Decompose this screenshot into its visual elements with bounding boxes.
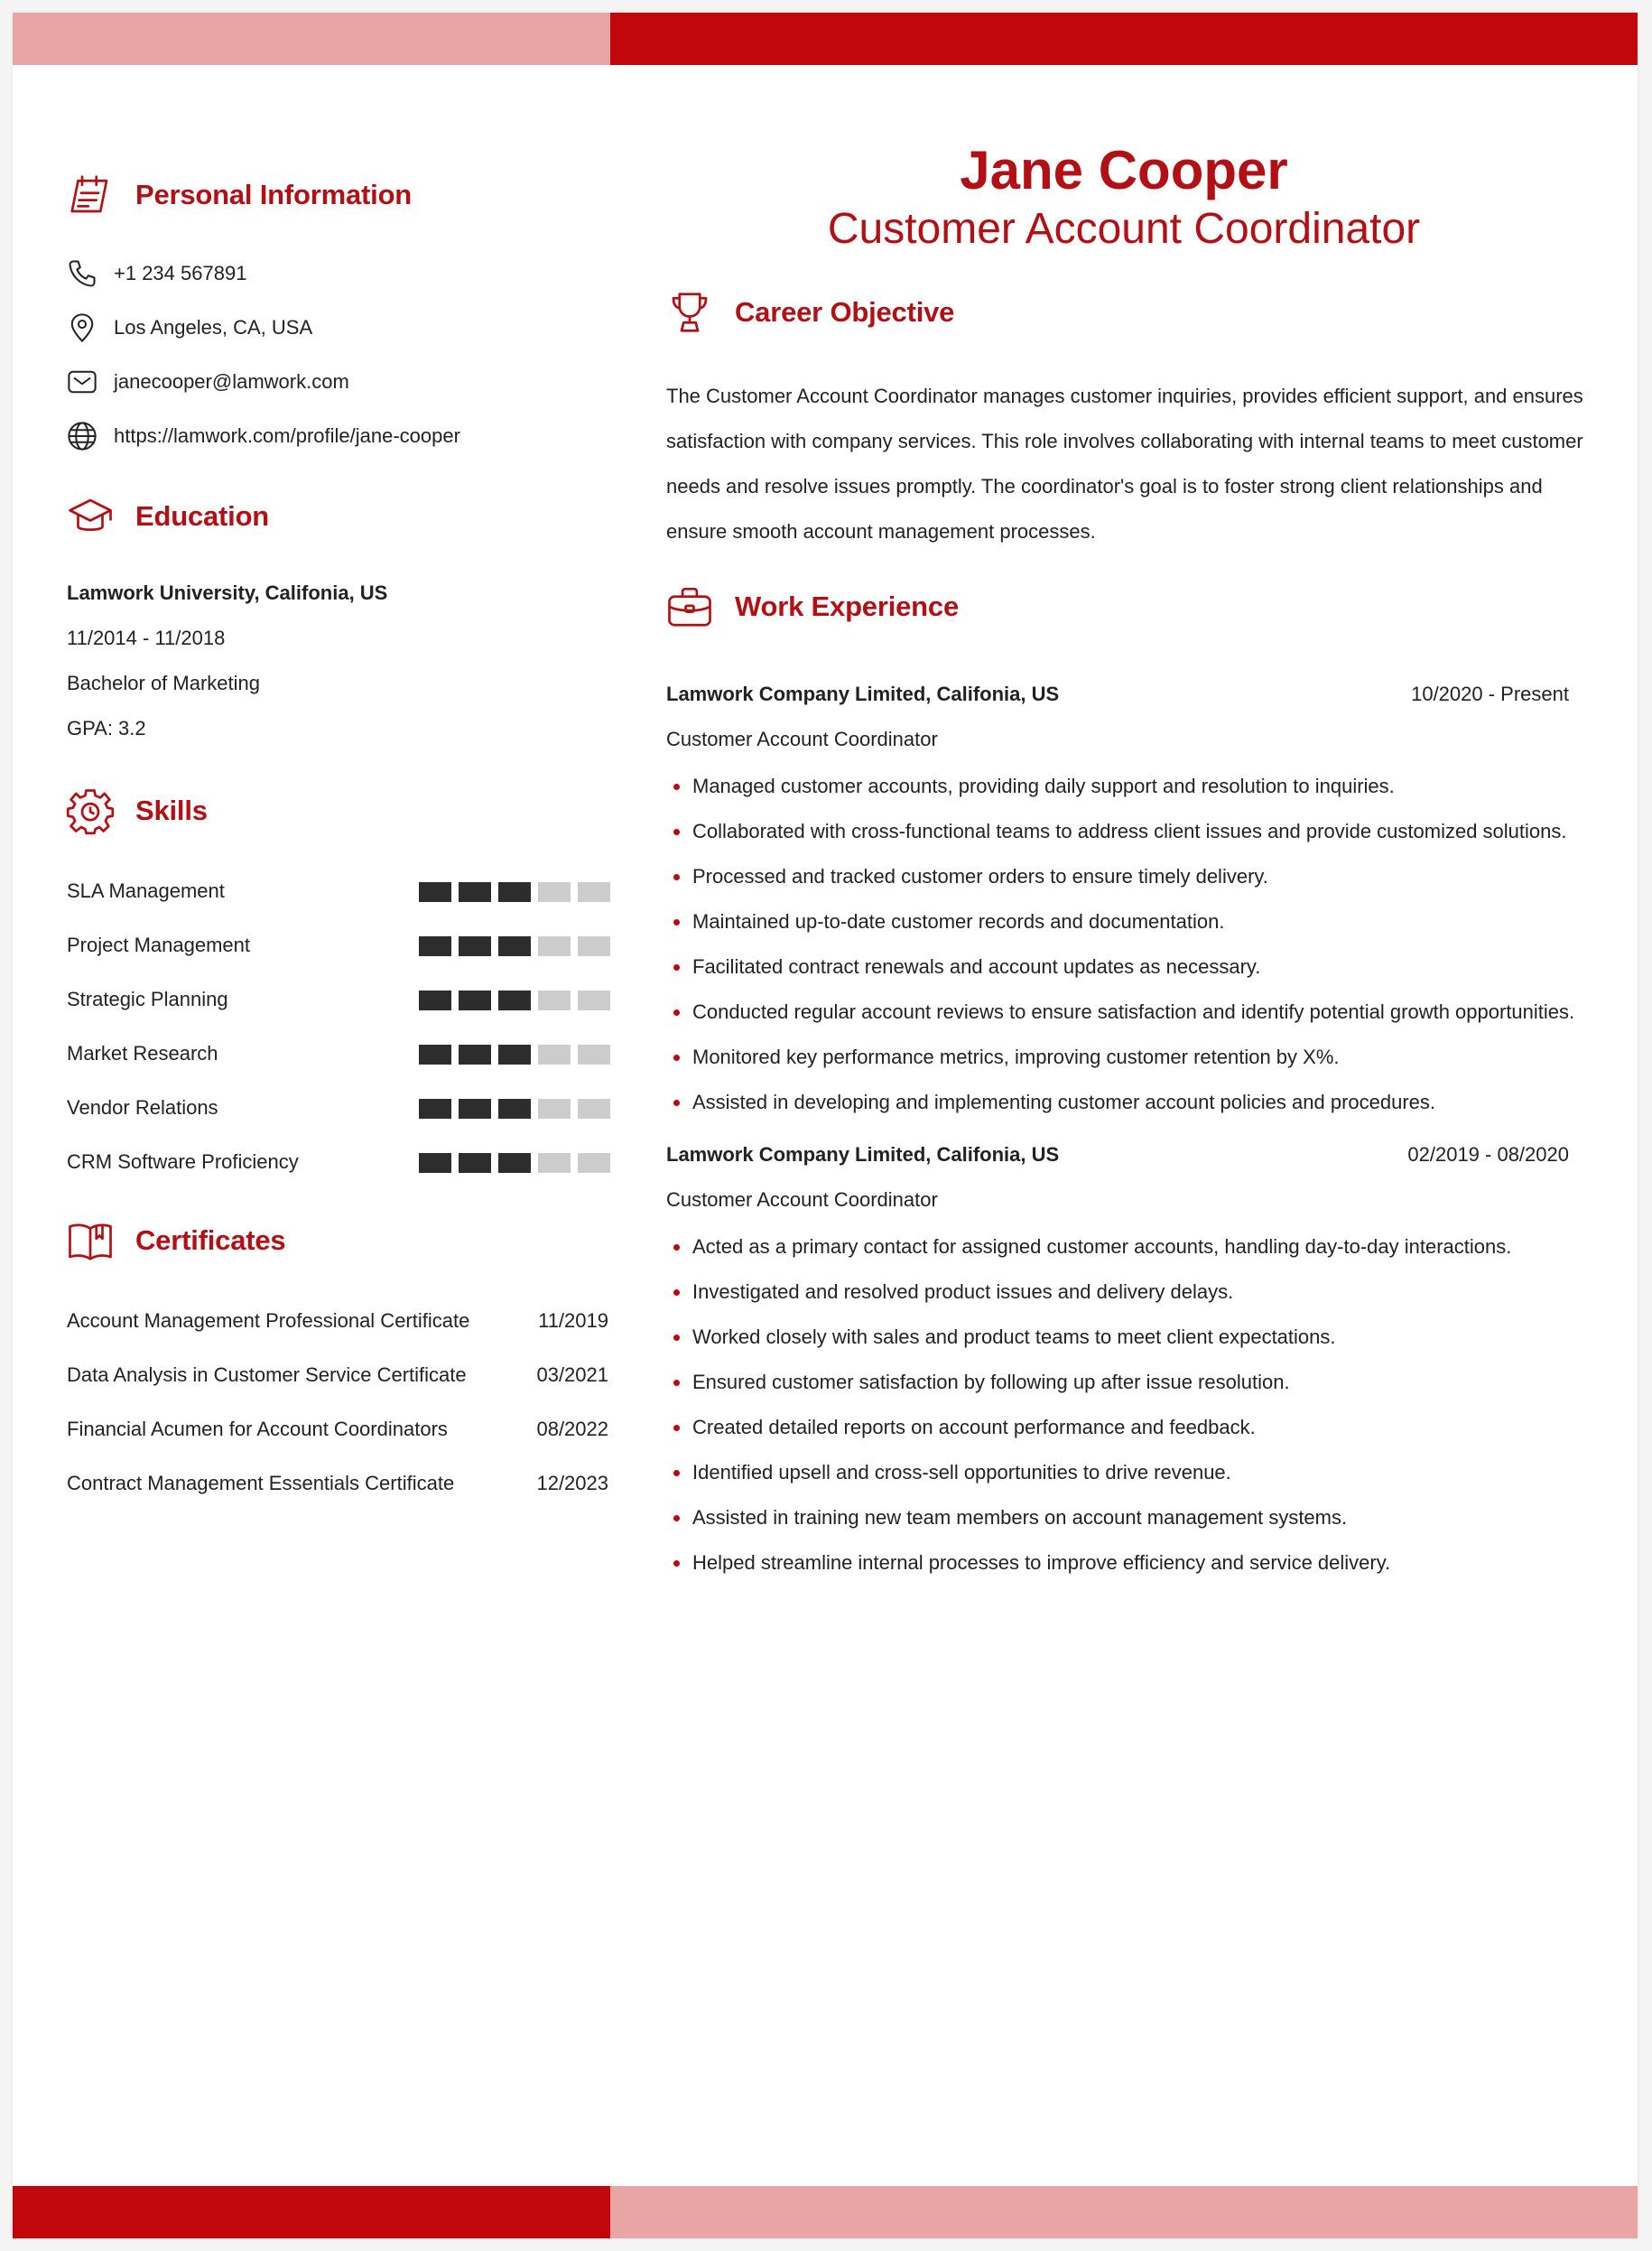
skill-row <box>67 1096 608 1123</box>
skill-level-segment <box>419 882 451 902</box>
certificate-row <box>67 1472 608 1499</box>
graduation-cap-icon <box>65 491 116 542</box>
job-header-1 <box>666 683 1569 710</box>
job-role: Customer Account Coordinator <box>666 1188 938 1211</box>
top-band-dark <box>610 13 1638 65</box>
job-company: Lamwork Company Limited, Califonia, US <box>666 1143 1060 1166</box>
certificate-name: Data Analysis in Customer Service Certificate <box>67 1363 467 1386</box>
section-title: Certificates <box>135 1224 286 1256</box>
bullet-item: Assisted in training new team members on account management systems. <box>666 1504 1605 1549</box>
certificate-row <box>67 1418 608 1445</box>
skill-level-segment <box>498 882 531 902</box>
skill-name: Vendor Relations <box>67 1096 218 1119</box>
career-objective-text: The Customer Account Coordinator manages customer inquiries, provides efficient support, and ensures satisfaction with company services. This role involves collaborating with internal teams to meet customer needs and resolve issues promptly. The coordinator's goal is to foster strong client relationships and ensure smooth account management processes. <box>666 385 1583 543</box>
education-school: Lamwork University, Califonia, US <box>67 581 388 604</box>
skill-level-meter <box>419 882 610 902</box>
certificate-date: 03/2021 <box>536 1363 608 1386</box>
job-dates: 10/2020 - Present <box>1411 683 1569 705</box>
skill-level-segment <box>459 882 491 902</box>
certificates-heading <box>65 1215 285 1266</box>
section-title: Personal Information <box>135 179 413 210</box>
bullet-item: Maintained up-to-date customer records and documentation. <box>666 908 1605 953</box>
job-dates: 02/2019 - 08/2020 <box>1407 1143 1569 1166</box>
skill-level-meter <box>419 1153 610 1173</box>
skill-level-segment <box>498 1099 531 1119</box>
email-link[interactable]: janecooper@lamwork.com <box>114 370 349 393</box>
location-text: Los Angeles, CA, USA <box>114 316 313 339</box>
resume-page <box>13 13 1638 2238</box>
globe-icon <box>65 419 99 453</box>
certificate-date: 11/2019 <box>538 1309 608 1332</box>
skill-name: Market Research <box>67 1042 218 1065</box>
phone-icon <box>65 256 99 291</box>
job-bullets-2 <box>666 1233 1605 1595</box>
skill-name: Strategic Planning <box>67 988 228 1010</box>
skill-level-segment <box>578 1045 610 1065</box>
certificate-date: 12/2023 <box>536 1472 608 1494</box>
skill-name: SLA Management <box>67 879 225 902</box>
bullet-item: Acted as a primary contact for assigned customer accounts, handling day-to-day interactions. <box>666 1233 1605 1279</box>
section-title: Skills <box>135 795 208 826</box>
skill-level-segment <box>459 1099 491 1119</box>
bullet-item: Collaborated with cross-functional teams to address client issues and provide customized solutions. <box>666 818 1605 863</box>
bullet-item: Worked closely with sales and product teams to meet client expectations. <box>666 1324 1605 1369</box>
skill-level-segment <box>538 1153 571 1173</box>
section-title: Education <box>135 500 270 532</box>
skill-level-segment <box>578 882 610 902</box>
skill-row <box>67 934 608 961</box>
skill-level-segment <box>498 1153 531 1173</box>
career-objective-heading <box>664 287 954 338</box>
bullet-item: Managed customer accounts, providing daily support and resolution to inquiries. <box>666 773 1605 818</box>
skill-level-meter <box>419 936 610 956</box>
skill-level-meter <box>419 1099 610 1119</box>
bullet-item: Facilitated contract renewals and account updates as necessary. <box>666 953 1605 999</box>
contact-phone <box>65 256 246 291</box>
skill-level-segment <box>498 936 531 956</box>
gear-icon <box>65 786 116 836</box>
education-dates: 11/2014 - 11/2018 <box>67 627 226 649</box>
skill-level-segment <box>538 1099 571 1119</box>
work-experience-heading <box>664 581 959 632</box>
skill-level-segment <box>419 936 451 956</box>
bullet-item: Processed and tracked customer orders to ensure timely delivery. <box>666 863 1605 908</box>
education-degree: Bachelor of Marketing <box>67 672 260 694</box>
bullet-item: Ensured customer satisfaction by following up after issue resolution. <box>666 1369 1605 1414</box>
briefcase-icon <box>664 581 715 632</box>
job-company: Lamwork Company Limited, Califonia, US <box>666 683 1060 705</box>
certificate-date: 08/2022 <box>536 1418 608 1440</box>
skill-level-segment <box>459 991 491 1010</box>
skill-row <box>67 879 608 907</box>
job-role: Customer Account Coordinator <box>666 728 938 750</box>
bottom-band-light <box>610 2186 1638 2238</box>
skill-row <box>67 988 608 1015</box>
skill-level-meter <box>419 991 610 1010</box>
contact-email <box>65 365 349 399</box>
certificate-name: Account Management Professional Certificate <box>67 1309 470 1332</box>
contact-location <box>65 311 312 345</box>
skill-level-segment <box>459 936 491 956</box>
top-band-light <box>13 13 610 65</box>
skill-name: CRM Software Proficiency <box>67 1150 299 1173</box>
bullet-item: Identified upsell and cross-sell opportunities to drive revenue. <box>666 1459 1605 1504</box>
skill-row <box>67 1042 608 1069</box>
phone-text: +1 234 567891 <box>114 262 247 284</box>
skill-level-segment <box>538 882 571 902</box>
bullet-item: Monitored key performance metrics, improving customer retention by X%. <box>666 1044 1605 1089</box>
section-title: Work Experience <box>735 591 959 622</box>
job-bullets-1 <box>666 773 1605 1134</box>
skill-level-segment <box>419 1153 451 1173</box>
skill-level-segment <box>498 1045 531 1065</box>
bullet-item: Created detailed reports on account performance and feedback. <box>666 1414 1605 1459</box>
skill-level-segment <box>578 991 610 1010</box>
education-heading <box>65 491 269 542</box>
skill-level-segment <box>459 1153 491 1173</box>
education-gpa: GPA: 3.2 <box>67 717 146 739</box>
section-title: Career Objective <box>735 296 955 328</box>
bottom-band-dark <box>13 2186 610 2238</box>
skill-level-segment <box>419 1045 451 1065</box>
id-card-icon <box>65 170 116 220</box>
bullet-item: Conducted regular account reviews to ensure satisfaction and identify potential growth opportunities. <box>666 999 1605 1044</box>
skill-level-segment <box>578 1153 610 1173</box>
bullet-item: Helped streamline internal processes to improve efficiency and service delivery. <box>666 1549 1605 1595</box>
certificate-row <box>67 1363 608 1391</box>
location-pin-icon <box>65 311 99 345</box>
open-book-icon <box>65 1215 116 1266</box>
mail-icon <box>65 365 99 399</box>
certificate-name: Contract Management Essentials Certificate <box>67 1472 455 1494</box>
certificate-row <box>67 1309 608 1336</box>
skill-level-segment <box>538 1045 571 1065</box>
skill-level-segment <box>578 936 610 956</box>
skill-row <box>67 1150 608 1177</box>
skill-level-segment <box>538 991 571 1010</box>
skills-heading <box>65 786 208 836</box>
skill-name: Project Management <box>67 934 250 956</box>
skill-level-segment <box>578 1099 610 1119</box>
trophy-icon <box>664 287 715 338</box>
bullet-item: Assisted in developing and implementing customer account policies and procedures. <box>666 1089 1605 1134</box>
skill-level-segment <box>419 1099 451 1119</box>
skill-level-segment <box>419 991 451 1010</box>
skill-level-meter <box>419 1045 610 1065</box>
skill-level-segment <box>538 936 571 956</box>
certificate-name: Financial Acumen for Account Coordinators <box>67 1418 448 1440</box>
skill-level-segment <box>459 1045 491 1065</box>
candidate-name: Jane Cooper <box>960 140 1288 200</box>
job-header-2 <box>666 1143 1569 1170</box>
website-link[interactable]: https://lamwork.com/profile/jane-cooper <box>114 424 460 447</box>
personal-info-heading <box>65 170 412 220</box>
candidate-title: Customer Account Coordinator <box>827 205 1421 253</box>
skill-level-segment <box>498 991 531 1010</box>
contact-website <box>65 419 460 453</box>
bullet-item: Investigated and resolved product issues and delivery delays. <box>666 1279 1605 1324</box>
